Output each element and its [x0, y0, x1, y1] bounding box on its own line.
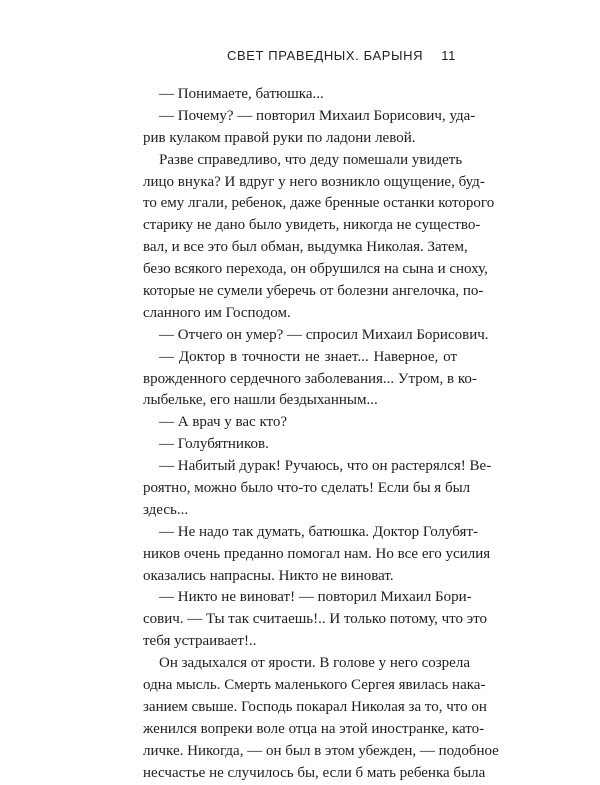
- text-line: врожденного сердечного заболевания... Утром, в ко-: [143, 370, 477, 387]
- text-line: Он задыхался от ярости. В голове у него созрела: [159, 655, 470, 672]
- text-line: лыбельке, его нашли бездыханным...: [143, 392, 378, 409]
- text-line: Разве справедливо, что деду помешали увидеть: [159, 151, 463, 168]
- text-line: — Доктор в точности не знает... Наверное, от: [159, 348, 457, 365]
- text-line: занием свыше. Господь покарал Николая за то, что он: [143, 698, 487, 715]
- text-line: — Не надо так думать, батюшка. Доктор Голубят-: [159, 523, 478, 540]
- page-number: 11: [441, 48, 456, 63]
- text-line: — Набитый дурак! Ручаюсь, что он растерялся! Ве-: [159, 458, 492, 475]
- text-line: женился вопреки воле отца на этой иностранке, като-: [143, 720, 485, 737]
- text-line: — Никто не виноват! — повторил Михаил Бори-: [159, 589, 472, 606]
- text-line: ников очень преданно помогал нам. Но все его усилия: [143, 545, 491, 562]
- text-line: здесь...: [143, 501, 189, 518]
- text-line: лицо внука? И вдруг у него возникло ощущение, буд-: [143, 173, 485, 190]
- text-line: — Почему? — повторил Михаил Борисович, уда-: [159, 107, 476, 124]
- text-line: сланного им Господом.: [143, 304, 291, 321]
- text-line: старику не дано было увидеть, никогда не существо-: [143, 217, 481, 234]
- text-line: одна мысль. Смерть маленького Сергея явилась нака-: [143, 677, 486, 694]
- text-line: безо всякого перехода, он обрушился на сына и сноху,: [143, 261, 488, 278]
- text-line: то ему лгали, ребенок, даже бренные останки которого: [143, 195, 495, 212]
- text-line: — Понимаете, батюшка...: [159, 86, 324, 102]
- running-head: [227, 48, 456, 63]
- text-line: сович. — Ты так считаешь!.. И только потому, что это: [143, 611, 488, 628]
- text-line: рив кулаком правой руки по ладони левой.: [143, 129, 416, 146]
- text-line: несчастье не случилось бы, если б мать ребенка была: [143, 764, 486, 781]
- text-line: — Голубятников.: [159, 436, 269, 453]
- running-head-title: СВЕТ ПРАВЕДНЫХ. БАРЫНЯ: [226, 48, 424, 63]
- text-line: личке. Никогда, — он был в этом убежден, — подобное: [143, 742, 499, 759]
- text-line: — А врач у вас кто?: [159, 414, 288, 431]
- body-text: [143, 84, 499, 785]
- text-line: которые не сумели уберечь от болезни ангелочка, по-: [143, 283, 484, 300]
- text-line: — Отчего он умер? — спросил Михаил Борисович.: [159, 326, 489, 343]
- text-line: тебя устраивает!..: [143, 633, 257, 650]
- text-line: роятно, можно было что-то сделать! Если бы я был: [143, 480, 471, 497]
- text-line: оказались напрасны. Никто не виноват.: [143, 567, 394, 584]
- text-line: вал, и все это был обман, выдумка Николая. Затем,: [143, 239, 468, 256]
